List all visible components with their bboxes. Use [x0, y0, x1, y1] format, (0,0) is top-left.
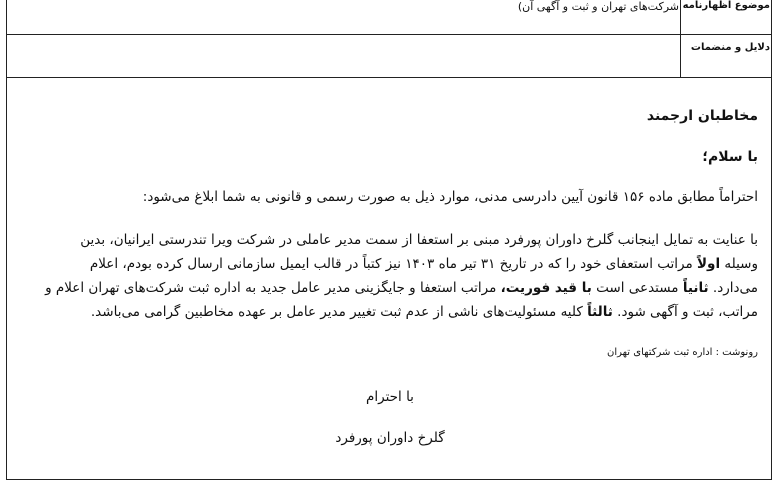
text-segment: می‌دارد. [712, 280, 758, 296]
paragraph-line-2 [90, 256, 758, 272]
bold-urgency: با قید فوریت، [500, 280, 592, 296]
reasons-label: دلایل و منضمات [690, 42, 770, 53]
bold-thirdly: ثالثاً [587, 304, 613, 320]
header-divider [680, 0, 681, 78]
cc-note: رونوشت : اداره ثبت شرکتهای تهران [607, 347, 758, 358]
paragraph-line-4 [91, 304, 758, 320]
text-segment: مستدعی است [596, 280, 679, 296]
subject-label: موضوع اظهارنامه [682, 0, 770, 11]
text-segment: مراتب استعفای خود را که در تاریخ ۳۱ تیر ماه ۱۴۰۳ نیز کتباً در قالب ایمیل سازمانی ارسال کرده بودم، اعلام [89, 256, 693, 272]
subject-value: شرکت‌های تهران و ثبت و آگهی آن) [517, 0, 679, 13]
reasons-row [6, 35, 772, 78]
bold-firstly: اولاً [697, 256, 721, 272]
bold-secondly: ثانیاً [682, 280, 709, 296]
greeting: مخاطبان ارجمند [646, 108, 758, 124]
closing: با احترام [366, 389, 414, 405]
text-segment: کلیه مسئولیت‌های ناشی از عدم ثبت تغییر مدیر عامل بر عهده مخاطبین گرامی می‌باشد. [90, 304, 583, 320]
text-segment: مراتب استعفا و جایگزینی مدیر عامل جدید به اداره ثبت شرکت‌های تهران اعلام و [45, 280, 497, 296]
paragraph-intro: احتراماً مطابق ماده ۱۵۶ قانون آیین دادرسی مدنی، موارد ذیل به صورت رسمی و قانونی به شما ابلاغ می‌شود: [142, 189, 758, 205]
salutation: با سلام؛ [702, 149, 758, 165]
text-segment: وسیله [724, 256, 758, 272]
text-segment: مراتب، ثبت و آگهی شود. [617, 304, 758, 320]
signature: گلرخ داوران پورفرد [335, 430, 445, 446]
paragraph-line-1: با عنایت به تمایل اینجانب گلرخ داوران پورفرد مبنی بر استعفا از سمت مدیر عاملی در شرکت ویرا تندرستی ایرانیان، بدین [80, 232, 758, 248]
paragraph-line-3 [45, 280, 758, 296]
